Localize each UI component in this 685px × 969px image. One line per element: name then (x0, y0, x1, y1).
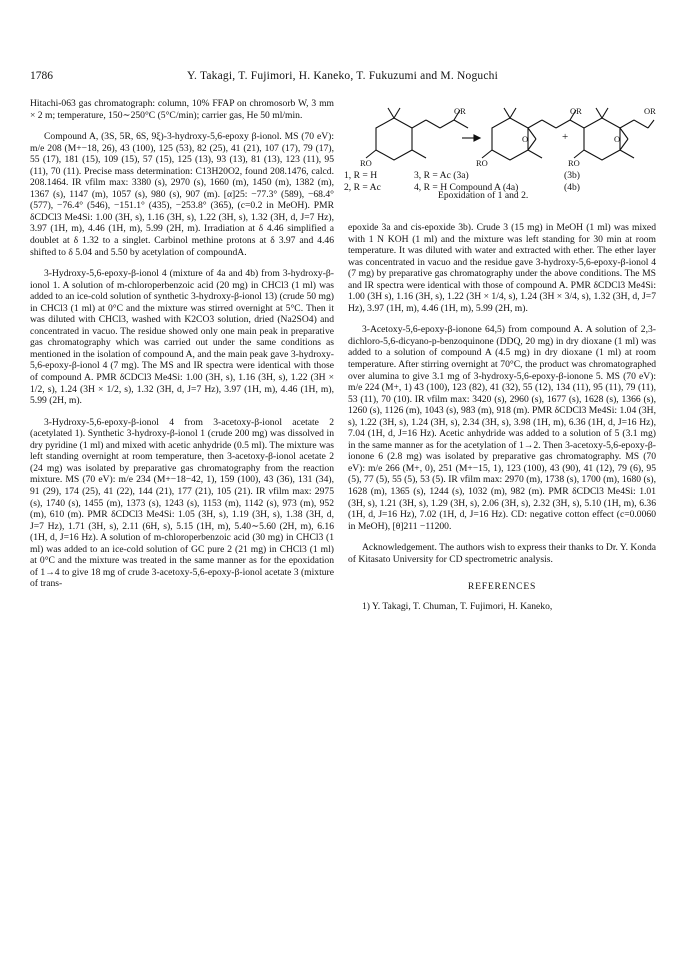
structure-1-ring-label: RO (360, 158, 372, 168)
paragraph-acetoxy-ionone: 3-Acetoxy-5,6-epoxy-β-ionone 64,5) from compound A. A solution of 2,3-dichloro-5,6-dicyano-p-benzoquinone (DDQ, 20 mg) in dry dioxane (1 ml) was added to a solution of compound A (4.5 mg) in dry dioxane (1 ml) at room temperature. After stirring overnight at 70°C, the product was chromatographed over alumina to give 3.1 mg of 3-hydroxy-5,6-epoxy-β-ionone 5. MS (70 eV): m/e 224 (M+, 1) 43 (100), 123 (82), 41 (32), 55 (12), 134 (11), 95 (11), 79 (11), 53 (11), 70 (10). IR νfilm max: 3420 (s), 2960 (s), 1677 (s), 1628 (s), 1366 (s), 1260 (s), 1126 (m), 1043 (s), 983 (m), 918 (m). PMR δCDCl3 Me4Si: 1.04 (3H, s), 1.22 (3H, s), 1.24 (3H, s), 2.34 (3H, s), 3.98 (1H, m), 6.36 (1H, d, J=16 Hz), 7.04 (1H, d, J=16 Hz). Acetic anhydride was added to a solution of 5 (3.1 mg) in the same manner as for the acetylation of 1→2. Then 3-acetoxy-5,6-epoxy-β-ionone 6 (2.8 mg) was isolated by preparative gas chromatography. MS (70 eV): m/e 266 (M+, 0), 251 (M+−15, 1), 123 (100), 43 (90), 41 (12), 79 (6), 95 (5), 77 (5), 55 (5), 53 (5). IR νfilm max: 2970 (m), 1738 (s), 1700 (m), 1680 (s), 1628 (m), 1365 (s), 1244 (s), 1032 (m), 982 (m). PMR δCDCl3 Me4Si: 1.01 (3H, s), 1.21 (3H, s), 1.29 (3H, s), 2.06 (3H, s), 2.32 (3H, s), 5.10 (1H, m), 6.36 (1H, d, J=16 Hz), 7.02 (1H, d, J=16 Hz). CD: negative cotton effect (c=0.0060 in MeOH), [θ]211 −11200. (348, 324, 656, 532)
left-column (30, 98, 334, 600)
label-2-line2: 4, R = H Compound A (4a) (414, 181, 519, 193)
page-header (30, 70, 655, 86)
right-column (348, 222, 656, 622)
structure-2-ring-label: RO (476, 158, 488, 168)
paragraph-epoxy-ionol-from-2: 3-Hydroxy-5,6-epoxy-β-ionol 4 from 3-acetoxy-β-ionol acetate 2 (acetylated 1). Synthetic 3-hydroxy-β-ionol 1 (crude 200 mg) was dissolved in dry pyridine (1 ml) and mixed with acetic anhydride (0.5 ml). The mixture was left standing overnight at room temperature, then 3-acetoxy-β-ionol acetate 2 (24 mg) was isolated by preparative gas chromatography from the reaction mixture. MS (70 eV): m/e 234 (M+−18−42, 1), 159 (100), 43 (36), 131 (34), 91 (29), 174 (25), 41 (22), 144 (21), 177 (21), 105 (21). IR νfilm max: 2975 (s), 1740 (s), 1455 (m), 1373 (s), 1243 (s), 1153 (m), 1142 (s), 973 (m), 952 (m), 610 (m). PMR δCDCl3 Me4Si: 1.05 (3H, s), 1.19 (3H, s), 1.38 (3H, d, J=7 Hz), 1.71 (3H, s), 2.11 (6H, s), 5.15 (1H, m), 5.40∼5.60 (2H, m), 6.16 (1H, d, J=16 Hz). A solution of m-chloroperbenzoic acid (30 mg) in CHCl3 (1 ml) was added to an ice-cold solution of GC pure 2 (21 mg) in CHCl3 (1 ml) at 0°C and the mixture was treated in the same manner as for the epoxidation of 1→4 to give 18 mg of crude 3-acetoxy-5,6-epoxy-β-ionol acetate 3 (mixture of trans- (30, 416, 334, 590)
page-number: 1786 (30, 70, 53, 82)
structure-3-ring-label: RO (568, 158, 580, 168)
structure-1-side-label: OR (454, 106, 466, 116)
paragraph-acknowledgement: Acknowledgement. The authors wish to express their thanks to Dr. Y. Konda of Kitasato University for CD spectrometric analysis. (348, 542, 656, 565)
structure-2 (482, 108, 584, 160)
labels-3 (564, 170, 580, 193)
structure-2-epoxide-label: O (522, 134, 529, 144)
figure-caption: Epoxidation of 1 and 2. (438, 190, 529, 201)
label-3-line2: (4b) (564, 181, 580, 193)
paragraph-epoxy-ionol-from-1: 3-Hydroxy-5,6-epoxy-β-ionol 4 (mixture of 4a and 4b) from 3-hydroxy-β-ionol 1. A solution of m-chloroperbenzoic acid (20 mg) in CHCl3 (1 ml) was added to an ice-cold solution of synthetic 3-hydroxy-β-ionol 13) (crude 50 mg) in CHCl3 (1 ml) at 0°C and the mixture was stirred overnight at 5°C. Then it was diluted with CHCl3, washed with K2CO3 solution, dried (Na2SO4) and concentrated in vacuo. The residue showed only one main peak in preparative gas chromatography which was carried out under the same conditions as mentioned in the isolation of compound A, and the main peak gave 3-hydroxy-5,6-epoxy-β-ionol 4 (7 mg). The MS and IR spectra were identical with those of compound A. PMR δCDCl3 Me4Si: 1.00 (3H, s), 1.16 (3H, s), 1.22 (3H × 1/2, s), 1.24 (3H × 1/2, s), 1.32 (3H, d, J=7 Hz), 3.97 (1H, m), 4.46 (1H, m), 5.99 (2H, m). (30, 268, 334, 407)
label-1-line2: 2, R = Ac (344, 181, 381, 193)
structure-3-side-label: OR (644, 106, 656, 116)
paragraph-gc-conditions: Hitachi-063 gas chromatograph: column, 10% FFAP on chromosorb W, 3 mm × 2 m; temperature, 150∼250°C (5°C/min); carrier gas, He 50 ml/min. (30, 98, 334, 121)
plus-sign: + (562, 131, 569, 143)
labels-1 (344, 170, 381, 193)
reference-item: 1) Y. Takagi, T. Chuman, T. Fujimori, H. Kaneko, (362, 600, 553, 612)
structure-2-side-label: OR (570, 106, 582, 116)
label-1-line1: 1, R = H (344, 170, 378, 181)
running-authors: Y. Takagi, T. Fujimori, H. Kaneko, T. Fukuzumi and M. Noguchi (186, 70, 498, 82)
paragraph-epoxide-continued: epoxide 3a and cis-epoxide 3b). Crude 3 (15 mg) in MeOH (1 ml) was mixed with 1 N KOH (1 ml) and the mixture was left standing for 30 min at room temperature. It was diluted with water and extracted with ether. The ether layer was concentrated in vacuo and the residue gave 3-hydroxy-5,6-epoxy-β-ionol 4 (7 mg) by preparative gas chromatography under the above conditions. The MS and IR spectra were identical with those of compound A. PMR δCDCl3 Me4Si: 1.00 (3H s), 1.16 (3H, s), 1.22 (3H × 1/4, s), 1.24 (3H × 3/4, s), 1.32 (3H, d, J=7 Hz), 3.97 (1H, m), 4.46 (1H, m), 5.99 (2H, m). (348, 222, 656, 314)
paragraph-compound-a: Compound A, (3S, 5R, 6S, 9ξ)-3-hydroxy-5,6-epoxy β-ionol. MS (70 eV): m/e 208 (M+−18, 26), 43 (100), 125 (53), 82 (25), 41 (21), 107 (17), 79 (17), 55 (17), 181 (15), 109 (15), 57 (15), 125 (13), 93 (13), 81 (13), 123 (11), 95 (11), 70 (11). Precise mass determination: C13H20O2, found 208.1476, calcd. 208.1464. IR νfilm max: 3380 (s), 2970 (s), 1660 (m), 1450 (m), 1382 (m), 1367 (s), 1147 (m), 1057 (s), 980 (s), 907 (m). [α]25: −77.3° (589), −68.4° (577), −76.4° (546), −151.1° (435), −253.8° (365), (c=0.2 in MeOH). PMR δCDCl3 Me4Si: 1.00 (3H, s), 1.16 (3H, s), 1.22 (3H, s), 1.32 (3H, d, J=7 Hz), 3.97 (1H, m), 4.46 (1H, m), 5.99 (2H, m). Irradiation at δ 4.46 simplified a doublet at δ 1.32 to a singlet. Carbinol methine protons at δ 3.97 and 4.46 shifted to δ 5.04 and 5.50 by acetylation of compoundA. (30, 131, 334, 258)
epoxidation-scheme (344, 100, 660, 220)
label-2-line1: 3, R = Ac (3a) (414, 170, 469, 181)
structure-3-epoxide-label: O (614, 134, 621, 144)
references-heading: REFERENCES (467, 581, 537, 593)
label-3-line1: (3b) (564, 170, 580, 181)
structure-1 (366, 108, 468, 160)
